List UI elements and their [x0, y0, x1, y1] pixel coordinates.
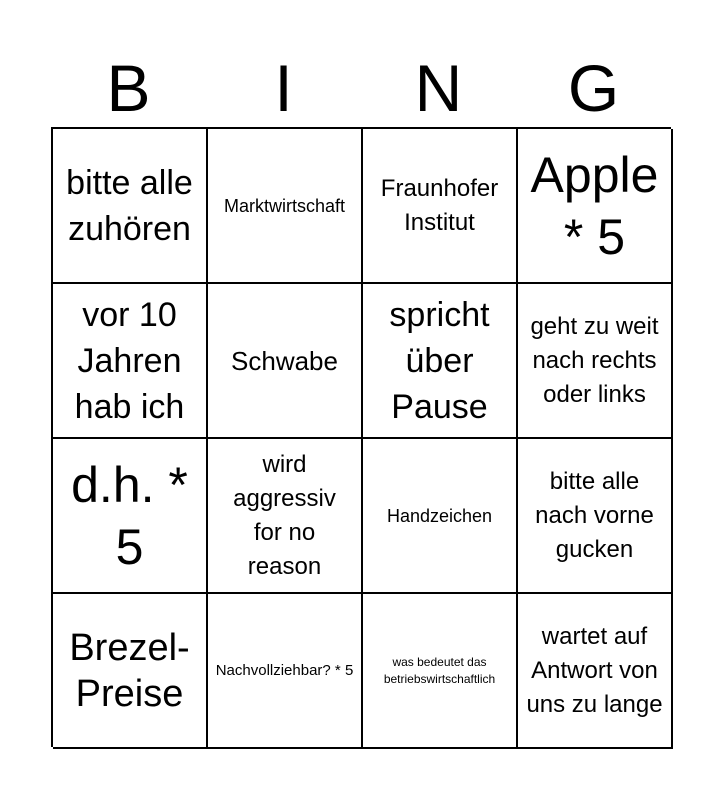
- bingo-cell-r1c1[interactable]: [53, 129, 208, 284]
- cell-text: bitte alle nach vorne gucken: [535, 467, 654, 563]
- bingo-cell-r3c4[interactable]: [518, 439, 673, 594]
- cell-text: bitte alle zuhören: [66, 163, 193, 248]
- cell-text: Nachvollziehbar? * 5: [215, 661, 354, 679]
- bingo-cell-r3c2[interactable]: [208, 439, 363, 594]
- cell-text: Brezel-Preise: [69, 626, 190, 715]
- cell-text: spricht über Pause: [389, 295, 490, 426]
- bingo-cell-r2c3[interactable]: [363, 284, 518, 439]
- cell-text: wird aggressiv for no reason: [233, 450, 336, 580]
- cell-text: was bedeutet das betriebswirtschaftlich: [383, 654, 496, 686]
- bingo-cell-r1c2[interactable]: [208, 129, 363, 284]
- bingo-cell-r4c4[interactable]: [518, 594, 673, 749]
- cell-text: Schwabe: [231, 345, 338, 376]
- bingo-cell-r1c4[interactable]: [518, 129, 673, 284]
- bingo-cell-r2c4[interactable]: [518, 284, 673, 439]
- bingo-grid: [51, 127, 671, 747]
- cell-text: vor 10 Jahren hab ich: [74, 295, 185, 426]
- cell-text: wartet auf Antwort von uns zu lange: [526, 622, 663, 718]
- bingo-cell-r2c2[interactable]: [208, 284, 363, 439]
- cell-text: Fraunhofer Institut: [380, 174, 499, 236]
- bingo-cell-r2c1[interactable]: [53, 284, 208, 439]
- bingo-cell-r4c2[interactable]: [208, 594, 363, 749]
- bingo-header: [51, 48, 671, 128]
- cell-text: geht zu weit nach rechts oder links: [530, 312, 659, 408]
- cell-text: Handzeichen: [386, 505, 493, 526]
- header-letter-n: N: [414, 51, 463, 125]
- bingo-cell-r4c3[interactable]: [363, 594, 518, 749]
- bingo-cell-r4c1[interactable]: [53, 594, 208, 749]
- bingo-cell-r1c3[interactable]: [363, 129, 518, 284]
- header-letter-b: B: [106, 51, 151, 125]
- header-letter-i: I: [274, 51, 293, 125]
- cell-text: Apple * 5: [530, 146, 659, 265]
- bingo-cell-r3c1[interactable]: [53, 439, 208, 594]
- bingo-cell-r3c3[interactable]: [363, 439, 518, 594]
- cell-text: Marktwirtschaft: [223, 195, 346, 216]
- header-letter-g: G: [567, 51, 620, 125]
- cell-text: d.h. * 5: [71, 456, 188, 575]
